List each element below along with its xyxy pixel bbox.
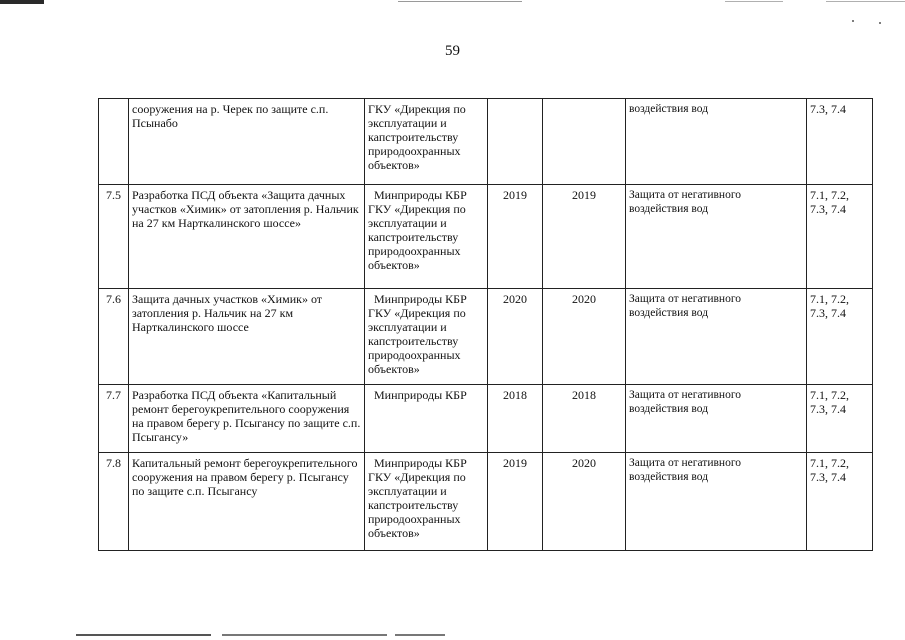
indicators-cell: 7.1, 7.2, 7.3, 7.4 — [807, 385, 873, 453]
end-year-cell: 2019 — [543, 185, 626, 289]
executor-cell — [365, 185, 488, 289]
event-name-cell: Капитальный ремонт берегоукрепительного сооружения на правом берегу р. Псыгансу по защите с.п. Псыгансу — [129, 453, 365, 551]
row-number-cell — [99, 99, 129, 185]
executor-agency: ГКУ «Дирекция по эксплуатации и капстроительству природоохранных объектов» — [368, 202, 466, 272]
scan-artifact-bottom-line — [222, 634, 387, 636]
executor-agency: ГКУ «Дирекция по эксплуатации и капстроительству природоохранных объектов» — [368, 306, 466, 376]
indicators-cell: 7.1, 7.2, 7.3, 7.4 — [807, 289, 873, 385]
table-body — [99, 99, 873, 551]
start-year-cell: 2019 — [488, 453, 543, 551]
indicators-cell: 7.1, 7.2, 7.3, 7.4 — [807, 453, 873, 551]
scan-artifact-top-line — [398, 1, 522, 2]
start-year-cell: 2020 — [488, 289, 543, 385]
scan-artifact-bottom-line — [76, 634, 211, 636]
expected-result-cell: воздействия вод — [626, 99, 807, 185]
table-row — [99, 185, 873, 289]
executor-cell — [365, 99, 488, 185]
row-number-cell: 7.6 — [99, 289, 129, 385]
expected-result-cell: Защита от негативного воздействия вод — [626, 385, 807, 453]
end-year-cell — [543, 99, 626, 185]
expected-result-cell: Защита от негативного воздействия вод — [626, 185, 807, 289]
indicators-cell: 7.1, 7.2, 7.3, 7.4 — [807, 185, 873, 289]
scan-artifact-top-left — [0, 0, 44, 4]
row-number-cell: 7.8 — [99, 453, 129, 551]
event-name-cell: сооружения на р. Черек по защите с.п. Псынабо — [129, 99, 365, 185]
executor-cell — [365, 385, 488, 453]
program-table — [98, 98, 873, 551]
event-name-cell: Разработка ПСД объекта «Капитальный ремонт берегоукрепительного сооружения на правом берегу р. Псыгансу по защите с.п. Псыгансу» — [129, 385, 365, 453]
expected-result-cell: Защита от негативного воздействия вод — [626, 453, 807, 551]
executor-ministry: Минприроды КБР — [374, 292, 467, 306]
end-year-cell: 2018 — [543, 385, 626, 453]
row-number-cell: 7.7 — [99, 385, 129, 453]
executor-agency: ГКУ «Дирекция по эксплуатации и капстроительству природоохранных объектов» — [368, 470, 466, 540]
end-year-cell: 2020 — [543, 453, 626, 551]
executor-ministry: Минприроды КБР — [374, 456, 467, 470]
executor-ministry: Минприроды КБР — [374, 388, 467, 402]
scan-artifact-bottom-line — [395, 634, 445, 636]
table-row — [99, 453, 873, 551]
expected-result-cell: Защита от негативного воздействия вод — [626, 289, 807, 385]
end-year-cell: 2020 — [543, 289, 626, 385]
indicators-cell: 7.3, 7.4 — [807, 99, 873, 185]
scan-artifact-top-line — [725, 1, 783, 2]
start-year-cell: 2019 — [488, 185, 543, 289]
executor-cell — [365, 453, 488, 551]
scan-artifact-top-line — [826, 1, 905, 2]
start-year-cell: 2018 — [488, 385, 543, 453]
event-name-cell: Разработка ПСД объекта «Защита дачных участков «Химик» от затопления р. Нальчик на 27 км Нарткалинского шоссе» — [129, 185, 365, 289]
scan-artifact-dot — [879, 22, 881, 24]
table-row — [99, 99, 873, 185]
table-row — [99, 289, 873, 385]
page-number: 59 — [445, 43, 460, 59]
event-name-cell: Защита дачных участков «Химик» от затопления р. Нальчик на 27 км Нарткалинского шоссе — [129, 289, 365, 385]
start-year-cell — [488, 99, 543, 185]
table-row — [99, 385, 873, 453]
executor-agency: ГКУ «Дирекция по эксплуатации и капстроительству природоохранных объектов» — [368, 102, 466, 172]
scan-artifact-dot — [852, 20, 854, 22]
row-number-cell: 7.5 — [99, 185, 129, 289]
executor-cell — [365, 289, 488, 385]
executor-ministry: Минприроды КБР — [374, 188, 467, 202]
